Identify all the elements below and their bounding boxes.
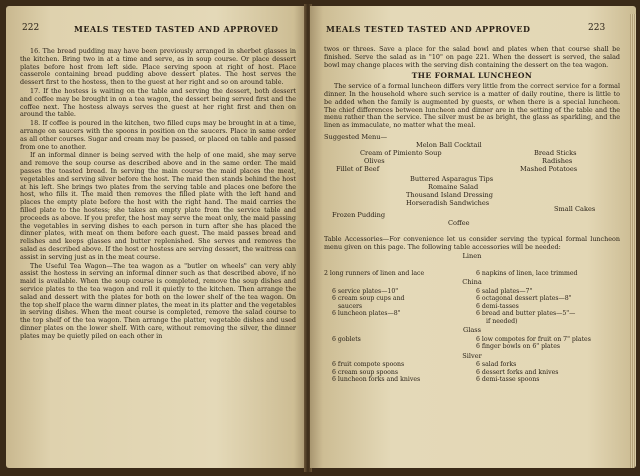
menu — [324, 142, 620, 284]
silver-heading: Silver — [462, 351, 482, 360]
menu-item: Horseradish Sandwiches — [406, 198, 490, 207]
list-item: saucers — [338, 302, 363, 310]
list-item — [324, 343, 468, 350]
glass-heading: Glass — [462, 326, 482, 334]
list-item — [324, 318, 468, 325]
menu-item: Romaine Salad — [428, 182, 479, 191]
right-body — [324, 46, 620, 384]
paragraph: The service of a formal luncheon differs very little from the correct service for a formal dinner. In the household where such service is a matter of daily routine, there is little to be added when the family is augmented by guests, or when there is a special luncheon. The chief differences between luncheon and dinner are in the setting of the table and the menu rather than the service. The silver must be as bright, the glass as sparkling, and the linen as immaculate, no matter what the meal. — [324, 82, 620, 130]
left-body — [20, 48, 296, 341]
china-list — [324, 288, 620, 325]
list-item: 6 luncheon plates—8" — [332, 310, 401, 318]
list-item: 6 demi-tasse spoons — [476, 376, 540, 384]
paragraph: If an informal dinner is being served with the help of one maid, she may serve and remove the soup course as described above and in the same order. The maid passes the toasted bread. In serving the main course the maid places the meat, vegetables and serving silver before the host. The maid then stands behind the host at his left. She brings two plates from the serving table and places one before the host, who fills it. The maid then removes the filled plate with the left hand and places the empty plate before the host with the right hand. The maid carries the filled plate to the hostess; she takes an empty plate from the service table and proceeds as above. If you prefer, the host may serve the meat only, the maid passing the vegetables in serving dishes to each person in turn after she has placed the dinner plates, with meat on them before each guest. The maid passes bread and relishes and keeps glasses and butter replenished. She serves and removes the salad as described above. If the host or hostess are serving dessert, the waitress can assist in serving just as in the meat course. — [20, 151, 296, 261]
menu-item: Fillet of Beef — [336, 164, 380, 173]
list-item: 6 salad plates—7" — [476, 287, 533, 295]
list-item: 6 luncheon forks and knives — [332, 376, 421, 384]
page-number: 222 — [22, 23, 40, 33]
list-item: if needed) — [486, 317, 518, 325]
list-item: 6 bread and butter plates—5"— — [476, 310, 576, 318]
menu-item: Coffee — [448, 218, 470, 227]
list-item: 6 low compotes for fruit on 7" plates — [476, 335, 591, 343]
left-page — [6, 6, 306, 468]
paragraph: 17. If the hostess is waiting on the table and serving the dessert, both dessert and coffee may be brought in on a tea wagon, the dessert being served first and the coffee next. The hostess always serves the guest at her right first and then on around the table. — [20, 86, 296, 119]
list-item: 6 cream soup cups and — [332, 295, 405, 303]
menu-item: Melon Ball Cocktail — [416, 140, 482, 149]
glass-list — [324, 336, 620, 351]
menu-label: Suggested Menu— — [324, 132, 388, 141]
paragraph: 18. If coffee is poured in the kitchen, two filled cups may be brought in at a time, arrange on saucers with the spoons in position on the saucers. Place in same order as all other courses. Sugar and cream may be passed, or placed on table and passed from one to another. — [20, 119, 296, 151]
list-item: 6 finger bowls on 6" plates — [476, 343, 561, 351]
list-item: 6 cream soup spoons — [332, 368, 399, 376]
menu-item: Thousand Island Dressing — [406, 190, 494, 199]
menu-item: Frozen Pudding — [332, 210, 386, 219]
list-item: 6 napkins of linen, lace trimmed — [476, 269, 578, 277]
paragraph: twos or threes. Save a place for the salad bowl and plates when that course shall be finished. Serve the salad as in "10" on page 221. When the dessert is served, the salad bowl may change places with the serving dish containing the dessert on the tea wagon. — [324, 45, 620, 69]
list-item: 6 salad forks — [476, 361, 517, 369]
right-page — [310, 6, 636, 468]
menu-item: Olives — [364, 156, 385, 165]
section-title: THE FORMAL LUNCHEON — [411, 71, 533, 81]
paragraph: Table Accessories—For convenience let us consider serving the typical formal luncheon menu given on this page. The following table accessories will be needed: — [324, 234, 620, 251]
list-item: 6 service plates—10" — [332, 287, 399, 295]
list-item: 6 demi-tasses — [476, 302, 519, 310]
list-item: 6 dessert forks and knives — [476, 368, 559, 376]
list-item: 2 long runners of linen and lace — [324, 269, 425, 277]
menu-item: Buttered Asparagus Tips — [410, 174, 494, 183]
list-item: 6 goblets — [332, 335, 361, 343]
menu-item: Cream of Pimiento Soup — [360, 148, 442, 157]
paragraph: 16. The bread pudding may have been previously arranged in sherbet glasses in the kitchen. Bring two in at a time and serve, as in soup course. Or place dessert plates before host from left side. Place serving spoon at right of host. Place casserole containing bread pudding above dessert plates. The host serves the dessert first to the hostess, then to the guest at her right and so on around table. — [20, 47, 296, 87]
china-heading: China — [462, 278, 482, 287]
menu-item: Mashed Potatoes — [520, 164, 578, 173]
menu-item: Radishes — [542, 156, 573, 165]
running-head: MEALS TESTED TASTED AND APPROVED — [326, 24, 531, 34]
page-edges — [630, 14, 636, 468]
menu-item: Bread Sticks — [534, 148, 577, 157]
menu-item: Small Cakes — [554, 204, 596, 213]
list-item: 6 fruit compote spoons — [332, 361, 405, 369]
running-head: MEALS TESTED TASTED AND APPROVED — [74, 24, 279, 34]
page-number: 223 — [588, 23, 606, 33]
list-item: 6 octagonal dessert plates—8" — [476, 295, 572, 303]
paragraph: The Useful Tea Wagon—The tea wagon as a "butler on wheels" can very ably assist the hostess in serving an informal dinner such as that described above, if no maid is available. When the soup course is completed, remove the soup dishes and service plates to the tea wagon and roll it quietly to the kitchen. Then arrange the salad and dessert with the plates for both on the lower shelf of the tea wagon. On the top shelf place the warm dinner plates, the meat in its platter and the vegetables in serving dishes. When the meat course is completed, remove the salad course to the top shelf of the tea wagon. Then arrange the platter, vegetable dishes and used dinner plates on the lower shelf. With care, without removing the silver, the dinner plates may be quietly piled on each other in — [20, 261, 296, 340]
linen-heading: Linen — [462, 252, 482, 261]
silver-list — [324, 361, 620, 383]
